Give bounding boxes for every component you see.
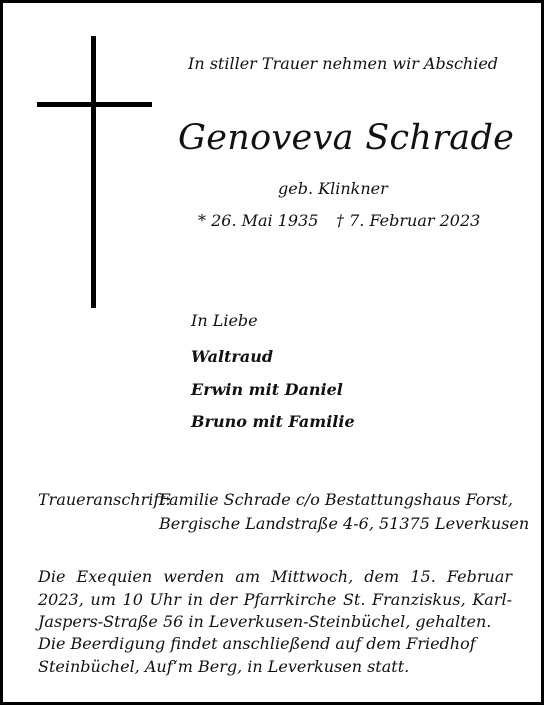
mourner-name: Erwin mit Daniel [191,380,343,399]
deceased-name: Genoveva Schrade [178,118,515,158]
service-paragraph: Die Exequien werden am Mittwoch, dem 15. Februar 2023, um 10 Uhr in der Pfarrkirche St. Franziskus, Karl-Jaspers-Straße 56 in Leverkusen-Steinbüchel, gehalten. [38,567,512,631]
address-line-1: Familie Schrade c/o Bestattungshaus Forst, [159,490,513,509]
mourners-intro: In Liebe [191,311,258,330]
mourner-name: Bruno mit Familie [191,412,355,431]
birth-date: * 26. Mai 1935 [198,211,319,230]
death-date: † 7. Februar 2023 [336,211,481,230]
mourner-name: Waltraud [191,347,274,366]
address-label: Traueranschrift: [38,490,172,509]
cross-vertical-bar [91,36,96,308]
maiden-name: geb. Klinkner [278,179,388,198]
burial-paragraph: Die Beerdigung findet anschließend auf dem Friedhof Steinbüchel, Auf‘m Berg, in Leverkusen statt. [38,634,476,676]
address-line-2: Bergische Landstraße 4-6, 51375 Leverkusen [159,514,530,533]
cross-horizontal-bar [37,102,152,107]
headline: In stiller Trauer nehmen wir Abschied [188,54,499,73]
